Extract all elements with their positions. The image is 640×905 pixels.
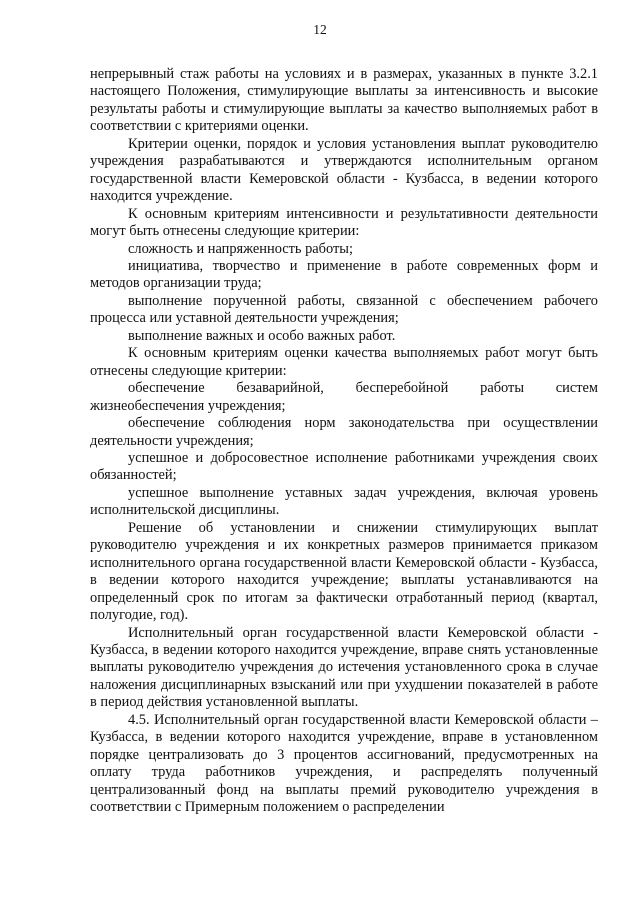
paragraph-right-to-cancel: Исполнительный орган государственной власти Кемеровской области - Кузбасса, в ведении которого находится учреждение, вправе снять установленные выплаты руководителю учреждения до истечения установленного срока в случае наложения дисциплинарных взысканий или при ухудшении показателей в работе в период действия установленной выплаты. (90, 624, 598, 711)
paragraph-criteria-procedure: Критерии оценки, порядок и условия установления выплат руководителю учреждения разрабатываются и утверждаются исполнительным органом государственной власти Кемеровской области - Кузбасса, в ведении которого находится учреждение. (90, 135, 598, 205)
list-item-statutory-tasks: успешное выполнение уставных задач учреждения, включая уровень исполнительской дисциплины. (90, 484, 598, 519)
paragraph-section-4-5: 4.5. Исполнительный орган государственной власти Кемеровской области – Кузбасса, в ведении которого находится учреждение, вправе в установленном порядке централизовать до 3 процентов ассигнований, предусмотренных на оплату труда работников учреждения, и распределять полученный централизованный фонд на выплаты премий руководителю учреждения в соответствии с Примерным положением о распределении (90, 711, 598, 816)
document-body (90, 66, 598, 816)
list-item-assigned-work: выполнение порученной работы, связанной с обеспечением рабочего процесса или уставной деятельности учреждения; (90, 292, 598, 327)
list-item-important-work: выполнение важных и особо важных работ. (128, 327, 396, 344)
list-item-complexity: сложность и напряженность работы; (128, 240, 353, 257)
paragraph-quality-criteria-intro: К основным критериям оценки качества выполняемых работ могут быть отнесены следующие критерии: (90, 345, 598, 379)
paragraph-intensity-criteria-intro: К основным критериям интенсивности и результативности деятельности могут быть отнесены следующие критерии: (90, 205, 598, 240)
list-item-trouble-free-operation: обеспечение безаварийной, бесперебойной работы систем жизнеобеспечения учреждения; (90, 380, 598, 414)
list-item-legal-compliance: обеспечение соблюдения норм законодательства при осуществлении деятельности учреждения; (90, 415, 598, 449)
list-item-initiative: инициатива, творчество и применение в работе современных форм и методов организации труда; (90, 257, 598, 292)
page-number: 12 (313, 22, 327, 37)
list-item-duties-performance: успешное и добросовестное исполнение работниками учреждения своих обязанностей; (90, 449, 598, 484)
paragraph-decision-on-payments: Решение об установлении и снижении стимулирующих выплат руководителю учреждения и их конкретных размеров принимается приказом исполнительного органа государственной власти Кемеровской области - Кузбасса, в ведении которого находится учреждение; выплаты устанавливаются на определенный срок по итогам за фактически отработанный период (квартал, полугодие, год). (90, 519, 598, 624)
paragraph-continuation: непрерывный стаж работы на условиях и в размерах, указанных в пункте 3.2.1 настоящего Положения, стимулирующие выплаты за интенсивность и высокие результаты работы и стимулирующие выплаты за качество выполняемых работ в соответствии с критериями оценки. (90, 66, 598, 135)
